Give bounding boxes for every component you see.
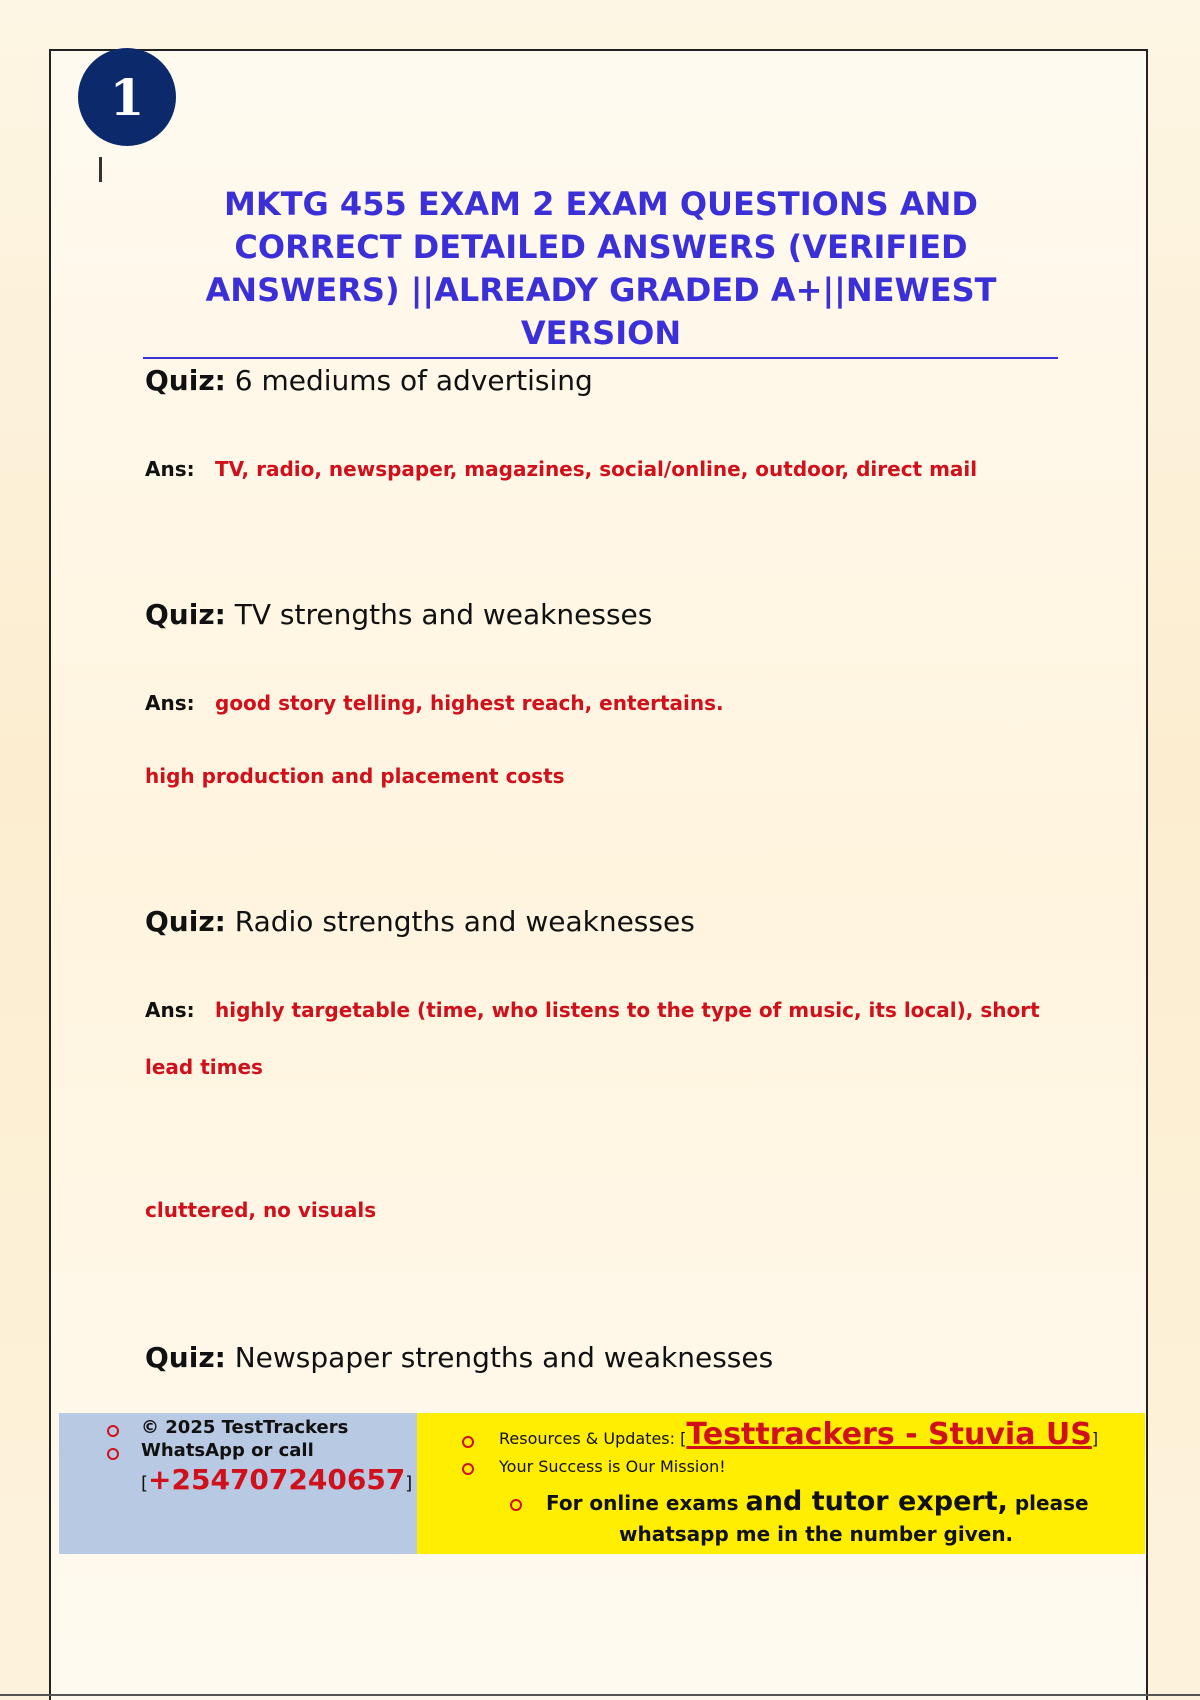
- answer-label: Ans:: [145, 457, 195, 481]
- text-cursor: [99, 157, 102, 182]
- bullet-icon: [462, 1463, 474, 1475]
- question-text: 6 mediums of advertising: [234, 364, 593, 397]
- footer-contact-panel: [59, 1413, 417, 1554]
- contact-label: WhatsApp or call: [141, 1440, 314, 1461]
- promo-part-2: and tutor expert,: [745, 1486, 1008, 1517]
- bullet-icon: [107, 1448, 119, 1460]
- answer-text: high production and placement costs: [145, 764, 565, 788]
- mission-text: Your Success is Our Mission!: [499, 1457, 726, 1476]
- bullet-icon: [107, 1425, 119, 1437]
- bullet-icon: [462, 1436, 474, 1448]
- answer-text: lead times: [145, 1055, 263, 1079]
- answer-text: cluttered, no visuals: [145, 1198, 377, 1222]
- promo-line-1: [546, 1486, 1089, 1517]
- copyright-text: © 2025 TestTrackers: [141, 1417, 349, 1438]
- question-text: TV strengths and weaknesses: [234, 598, 653, 631]
- quiz-label: Quiz:: [145, 905, 226, 938]
- phone-number[interactable]: [+254707240657]: [141, 1463, 413, 1496]
- bullet-icon: [510, 1499, 522, 1511]
- quiz-question-1: [145, 364, 593, 397]
- quiz-question-2: [145, 598, 652, 631]
- resources-label: Resources & Updates:: [499, 1429, 676, 1448]
- stuvia-link[interactable]: Testtrackers - Stuvia US: [686, 1417, 1092, 1452]
- promo-part-3: please: [1014, 1491, 1089, 1515]
- page-number-badge: 1: [78, 48, 176, 146]
- answer-text: highly targetable (time, who listens to the type of music, its local), short: [215, 998, 1040, 1022]
- quiz-label: Quiz:: [145, 364, 226, 397]
- answer-text: good story telling, highest reach, entertains.: [215, 691, 724, 715]
- quiz-label: Quiz:: [145, 1341, 226, 1374]
- question-text: Newspaper strengths and weaknesses: [234, 1341, 774, 1374]
- answer-label: Ans:: [145, 691, 195, 715]
- quiz-question-3: [145, 905, 695, 938]
- question-text: Radio strengths and weaknesses: [234, 905, 695, 938]
- resources-line: Resources & Updates: [Testtrackers - Stuvia US]: [499, 1417, 1099, 1452]
- answer-label: Ans:: [145, 998, 195, 1022]
- promo-part-1: For online exams: [546, 1491, 739, 1515]
- phone-value: +254707240657: [148, 1463, 406, 1496]
- title-underline: [143, 357, 1058, 359]
- quiz-label: Quiz:: [145, 598, 226, 631]
- footer-resources-panel: [417, 1413, 1145, 1554]
- quiz-question-4: [145, 1341, 773, 1374]
- answer-text: TV, radio, newspaper, magazines, social/online, outdoor, direct mail: [215, 457, 978, 481]
- bottom-rule: [0, 1694, 1200, 1696]
- promo-line-2: whatsapp me in the number given.: [619, 1522, 1014, 1546]
- document-title: MKTG 455 EXAM 2 EXAM QUESTIONS AND CORRECT DETAILED ANSWERS (VERIFIED ANSWERS) ||ALREADY GRADED A+||NEWEST VERSION: [205, 185, 997, 352]
